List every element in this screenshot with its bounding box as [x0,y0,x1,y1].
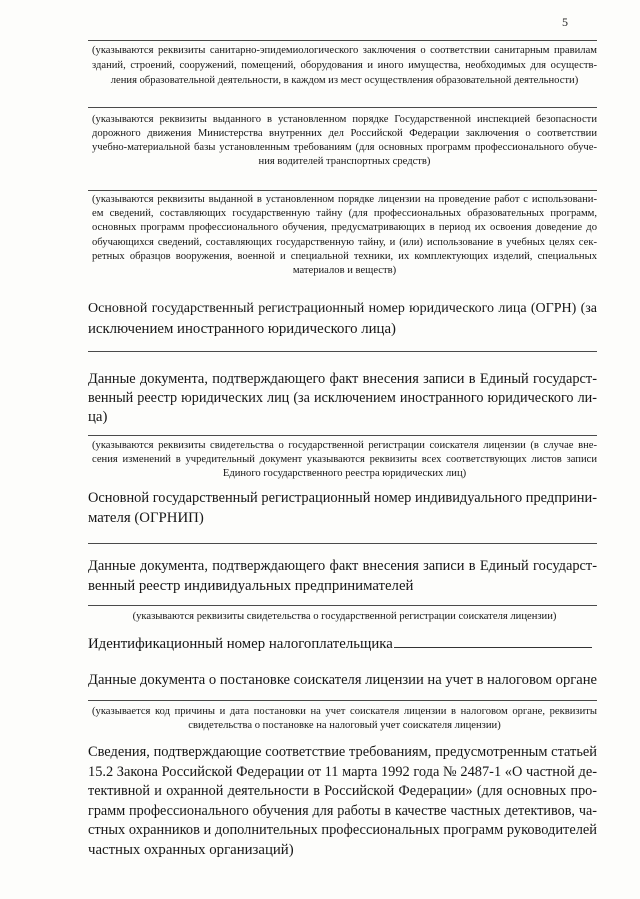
note-gibdd-conclusion [92,113,597,169]
text-line: грамм профессионального обучения для работы в качестве частных детективов, ча- [88,802,597,819]
text-line: венный реестр индивидуальных предпринимателей [88,577,414,594]
note-tax-registration [92,705,597,733]
inn-label: Идентификационный номер налогоплательщика [88,636,393,652]
text-line: тективной и охранной деятельности в Российской Федерации» (для основных про- [88,783,597,800]
note-line: обучающихся сведений, составляющих государственную тайну, и (или) использование в учебных целях сек- [92,236,597,248]
text-line: мателя (ОГРНИП) [88,509,204,526]
text-line: 15.2 Закона Российской Федерации от 11 марта 1992 года № 2487-1 «О частной де- [88,763,597,780]
field-line [88,190,597,191]
text-line: Данные документа, подтверждающего факт внесения записи в Единый государст- [88,558,597,574]
note-line: (указываются реквизиты санитарно-эпидемиологического заключения о соответствии санитарным правилам [92,44,597,56]
text-line: Данные документа, подтверждающего факт внесения записи в Единый государст- [88,370,597,387]
ogrnip-field-label [88,489,597,528]
note-line: дорожного движения Министерства внутренних дел Российской Федерации заключения о соответствии [92,128,597,139]
text-line: исключением иностранного юридического лица) [88,321,396,337]
note-line: ретных образцов вооружения, военной и специальной техники, их комплектующих изделий, специальных [92,250,597,262]
egrul-field-line [88,435,597,436]
note-line: материалов и веществ) [292,265,397,277]
page-number: 5 [562,15,568,29]
text-line: ца) [88,408,108,425]
note-line: ем сведений, составляющих государственную тайну (для профессиональных образовательных программ, [92,208,597,220]
note-line: (указываются реквизиты выданного в установленном порядке Государственной инспекцией безопасности [92,114,597,125]
note-line: Единого государственного реестра юридических лиц) [222,468,467,479]
note-line: ления образовательной деятельности, в каждом из мест осуществления образовательной деятельности) [110,74,579,86]
ogrnip-field-line [88,543,597,544]
egrip-field-line [88,605,597,606]
note-line: (указываются реквизиты свидетельства о государственной регистрации соискателя лицензии (в случае вне- [92,440,597,451]
note-sanitary-conclusion [92,43,597,88]
note-line: основных программ профессионального обучения, предусматривающих в период их освоения доведение до [92,222,597,234]
text-line: Данные документа о постановке соискателя лицензии на учет в налоговом органе [88,672,597,688]
text-line: Сведения, подтверждающие соответствие требованиям, предусмотренным статьей [88,744,597,760]
detective-requirements-label [88,743,597,861]
note-line: (указываются реквизиты выданной в установленном порядке лицензии на проведение работ с использовани- [92,194,597,205]
field-line [88,40,597,41]
tax-registration-field-label [88,670,597,690]
note-line: сения изменений в учредительный документ указываются реквизиты всех соответствующих листов записи [92,454,597,465]
text-line: Основной государственный регистрационный номер индивидуального предприни- [88,490,597,506]
ogrn-field-label [88,299,597,339]
note-line: ния водителей транспортных средств) [258,156,431,167]
text-line: частных охранных организаций) [88,841,294,858]
ogrn-field-line [88,351,597,352]
text-line: венный реестр юридических лиц (за исключением иностранного юридического ли- [88,389,597,406]
tax-registration-field-line [88,700,597,701]
egrul-field-label [88,370,597,427]
text-line: стных охранников и дополнительных профессиональных программ руководителей [88,822,597,839]
inn-field-line [394,633,592,648]
text-line: Основной государственный регистрационный номер юридического лица (ОГРН) (за [88,301,597,316]
inn-field [88,633,592,654]
note-line: зданий, строений, сооружений, помещений, оборудования и иного имущества, необходимых для осуществ- [92,59,597,71]
note-line: учебно-материальной базы установленным требованиям (для основных программ профессионального обуче- [92,142,597,153]
note-line: (указывается код причины и дата постановки на учет соискателя лицензии в налоговом органе, реквизиты [92,706,597,717]
note-egrul-certificate [92,439,597,481]
note-line: свидетельства о постановке на налоговый учет соискателя лицензии) [188,720,501,731]
note-line: (указываются реквизиты свидетельства о государственной регистрации соискателя лицензии) [132,611,557,622]
field-line [88,107,597,108]
note-egrip-certificate [92,610,597,624]
note-state-secret-license [92,193,597,278]
egrip-field-label [88,557,597,596]
